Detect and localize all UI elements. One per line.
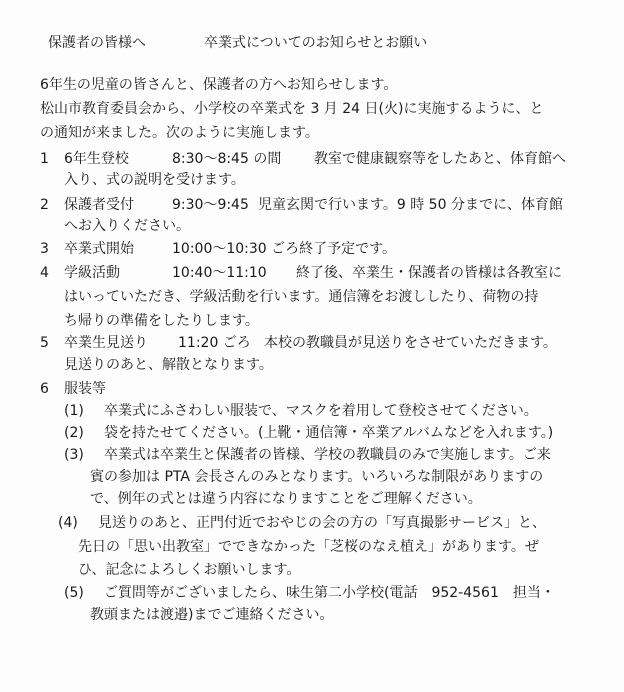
subitem-text: 賓の参加は PTA 会長さんのみとなります。いろいろな制限がありますの: [90, 469, 544, 485]
item-number: 2: [40, 197, 49, 213]
intro-line-2: 松山市教育委員会から、小学校の卒業式を 3 月 24 日(火)に実施するように、と: [40, 101, 544, 117]
item-continuation: 入り、式の説明を受けます。: [64, 172, 245, 188]
item-label: 卒業式開始: [64, 241, 134, 257]
item-time: 9:30～9:45: [172, 197, 249, 213]
subitem-text: 袋を持たせてください。(上靴・通信簿・卒業アルバムなどを入れます。): [104, 425, 554, 441]
item-label: 卒業生見送り: [64, 335, 148, 351]
item-number: 6: [40, 381, 49, 397]
subitem-text: ひ、記念によろしくお願いします。: [78, 562, 301, 578]
item-text: 教室で健康観察等をしたあと、体育館へ: [314, 151, 566, 167]
item-label: 6年生登校: [64, 151, 129, 167]
item-time: 10:40～11:10: [172, 265, 267, 281]
item-continuation: ち帰りの準備をしたりします。: [64, 313, 259, 329]
item-text: 児童玄関で行います。9 時 50 分までに、体育館: [258, 197, 563, 213]
item-continuation: へお入りください。: [64, 218, 190, 234]
subitem-text: で、例年の式とは違う内容になりますことをご理解ください。: [90, 491, 482, 507]
subitem-text: 先日の「思い出教室」でできなかった「芝桜のなえ植え」があります。ぜ: [78, 539, 539, 555]
item-number: 1: [40, 151, 49, 167]
item-label: 服装等: [64, 381, 106, 397]
item-number: 4: [40, 265, 49, 281]
subitem-text: 見送りのあと、正門付近でおやじの会の方の「写真撮影サービス」と、: [98, 515, 546, 531]
subitem-number: (1): [64, 403, 84, 419]
item-number: 3: [40, 241, 49, 257]
subitem-number: (4): [58, 515, 78, 531]
item-continuation: はいっていただき、学級活動を行います。通信簿をお渡ししたり、荷物の持: [64, 289, 539, 305]
document-title: 卒業式についてのお知らせとお願い: [204, 35, 428, 51]
item-time: 10:00～10:30 ごろ終了予定です。: [172, 241, 397, 257]
item-time: 11:20 ごろ: [178, 335, 251, 351]
item-text: 終了後、卒業生・保護者の皆様は各教室に: [296, 265, 562, 281]
subitem-text: 卒業式にふさわしい服装で、マスクを着用して登校させてください。: [104, 403, 538, 419]
item-number: 5: [40, 335, 49, 351]
intro-line-1: 6年生の児童の皆さんと、保護者の方へお知らせします。: [40, 77, 398, 93]
recipient-line: 保護者の皆様へ: [48, 35, 146, 51]
item-label: 保護者受付: [64, 197, 134, 213]
subitem-text: ご質問等がございましたら、味生第二小学校(電話 952-4561 担当・: [104, 585, 555, 601]
item-text: 本校の教職員が見送りをさせていただきます。: [264, 335, 557, 351]
subitem-number: (3): [64, 447, 84, 463]
subitem-number: (5): [64, 585, 84, 601]
subitem-text: 卒業式は卒業生と保護者の皆様、学校の教職員のみで実施します。ご来: [104, 447, 551, 463]
subitem-text: 教頭または渡邉)までご連絡ください。: [90, 607, 334, 623]
intro-line-3: の通知が来ました。次のように実施します。: [40, 125, 319, 141]
item-time: 8:30～8:45 の間: [172, 151, 282, 167]
item-continuation: 見送りのあと、解散となります。: [64, 357, 273, 373]
subitem-number: (2): [64, 425, 84, 441]
item-label: 学級活動: [64, 265, 120, 281]
